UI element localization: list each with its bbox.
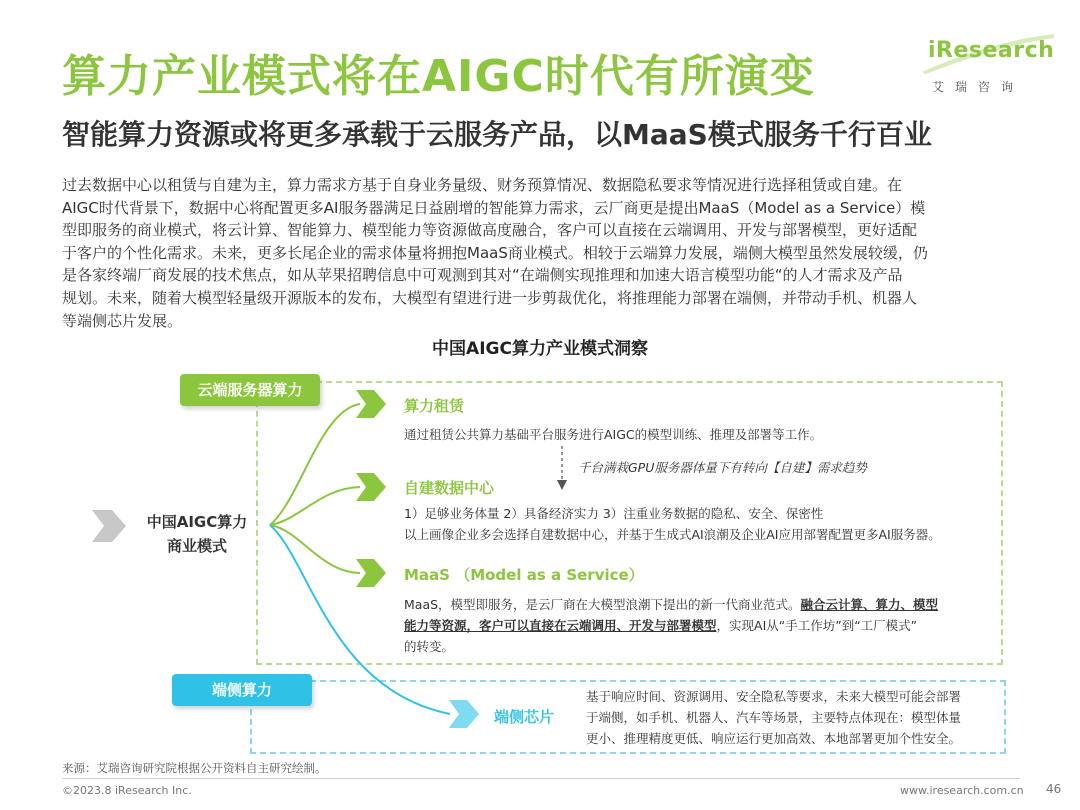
maas-heading: MaaS （Model as a Service） [404, 566, 644, 584]
page-number: 46 [1046, 782, 1062, 796]
footer-copyright: ©2023.8 iResearch Inc. [62, 784, 192, 797]
cloud-server-tag: 云端服务器算力 [180, 374, 320, 406]
maas-line [404, 615, 938, 636]
intro-line: 型即服务的商业模式，将云计算、智能算力、模型能力等资源做高度融合，客户可以直接在云端调用、开发与部署模型，更好适配 [62, 221, 918, 240]
chevron-right-icon [356, 473, 386, 501]
maas-text [404, 594, 938, 657]
rent-heading: 算力租赁 [404, 397, 465, 415]
maas-line-emphasis: 能力等资源，客户可以直接在云端调用、开发与部署模型 [404, 618, 717, 633]
edge-line: 于端侧，如手机、机器人、汽车等场景，主要特点体现在：模型体量 [586, 710, 962, 725]
center-label-line: 商业模式 [166, 537, 227, 555]
edge-line: 更小、推理精度更低、响应运行更加高效、本地部署更加个性安全。 [586, 731, 962, 746]
page-subtitle: 智能算力资源或将更多承载于云服务产品，以MaaS模式服务千行百业 [62, 118, 932, 151]
intro-line: 于客户的个性化需求。未来，更多长尾企业的需求体量将拥抱MaaS商业模式。相较于云端算力发展，端侧大模型虽然发展较缓，仍 [62, 243, 928, 262]
maas-line-emphasis: 融合云计算、算力、模型 [800, 597, 939, 612]
chevron-right-icon [92, 510, 126, 542]
page-title: 算力产业模式将在AIGC时代有所演变 [62, 51, 815, 102]
trend-note: 千台满栽GPU服务器体量下有转向【自建】需求趋势 [578, 460, 867, 475]
logo-subtext: 艾瑞咨询 [932, 80, 1025, 94]
diagram-title: 中国AIGC算力产业模式洞察 [432, 339, 648, 359]
branch-rent [270, 404, 360, 525]
intro-line: AIGC时代背景下，数据中心将配置更多AI服务器满足日益剧增的智能算力需求，云厂商更是提出MaaS（Model as a Service）模 [62, 198, 926, 217]
arrow-down-icon [557, 480, 567, 490]
edge-chip-text [586, 686, 961, 749]
footer-url[interactable]: www.iresearch.com.cn [900, 784, 1024, 797]
center-label [136, 510, 258, 558]
self-built-text [404, 503, 941, 545]
self-built-line: 1）足够业务体量 2）具备经济实力 3）注重业务数据的隐私、安全、保密性 [404, 506, 824, 521]
maas-line [404, 594, 938, 615]
branch-maas [270, 525, 360, 573]
footer-divider [62, 778, 1020, 779]
intro-line: 是各家终端厂商发展的技术焦点，如从苹果招聘信息中可观测到其对“在端侧实现推理和加速大语言模型功能“的人才需求及产品 [62, 266, 903, 285]
maas-line: 的转变。 [404, 639, 455, 654]
chevron-right-icon [449, 700, 479, 728]
self-built-line: 以上画像企业多会选择自建数据中心，并基于生成式AI浪潮及企业AI应用部署配置更多AI服务器。 [404, 527, 941, 542]
edge-chip-heading: 端侧芯片 [494, 708, 555, 726]
branch-self-built [270, 487, 360, 525]
chevron-right-icon [356, 390, 386, 418]
edge-line: 基于响应时间、资源调用、安全隐私等要求，未来大模型可能会部署 [586, 689, 962, 704]
edge-compute-tag: 端侧算力 [172, 674, 312, 706]
self-built-heading: 自建数据中心 [404, 479, 495, 497]
intro-line: 等端侧芯片发展。 [62, 311, 183, 330]
center-label-line: 中国AIGC算力 [146, 513, 248, 531]
maas-line-plain: ，实现AI从“手工作坊”到“工厂模式” [716, 618, 918, 633]
intro-line: 过去数据中心以租赁与自建为主，算力需求方基于自身业务量级、财务预算情况、数据隐私要求等情况进行选择租赁或自建。在 [62, 176, 903, 194]
source-note: 来源：艾瑞咨询研究院根据公开资料自主研究绘制。 [62, 761, 327, 775]
logo-text: iResearch [928, 38, 1055, 63]
intro-line: 规划。未来，随着大模型轻量级开源版本的发布，大模型有望进行进一步剪裁优化，将推理能力部署在端侧，并带动手机、机器人 [62, 288, 918, 307]
maas-line-plain: MaaS，模型即服务，是云厂商在大模型浪潮下提出的新一代商业范式。 [404, 597, 801, 612]
chevron-right-icon [356, 559, 386, 587]
rent-text: 通过租赁公共算力基础平台服务进行AIGC的模型训练、推理及部署等工作。 [404, 427, 823, 442]
